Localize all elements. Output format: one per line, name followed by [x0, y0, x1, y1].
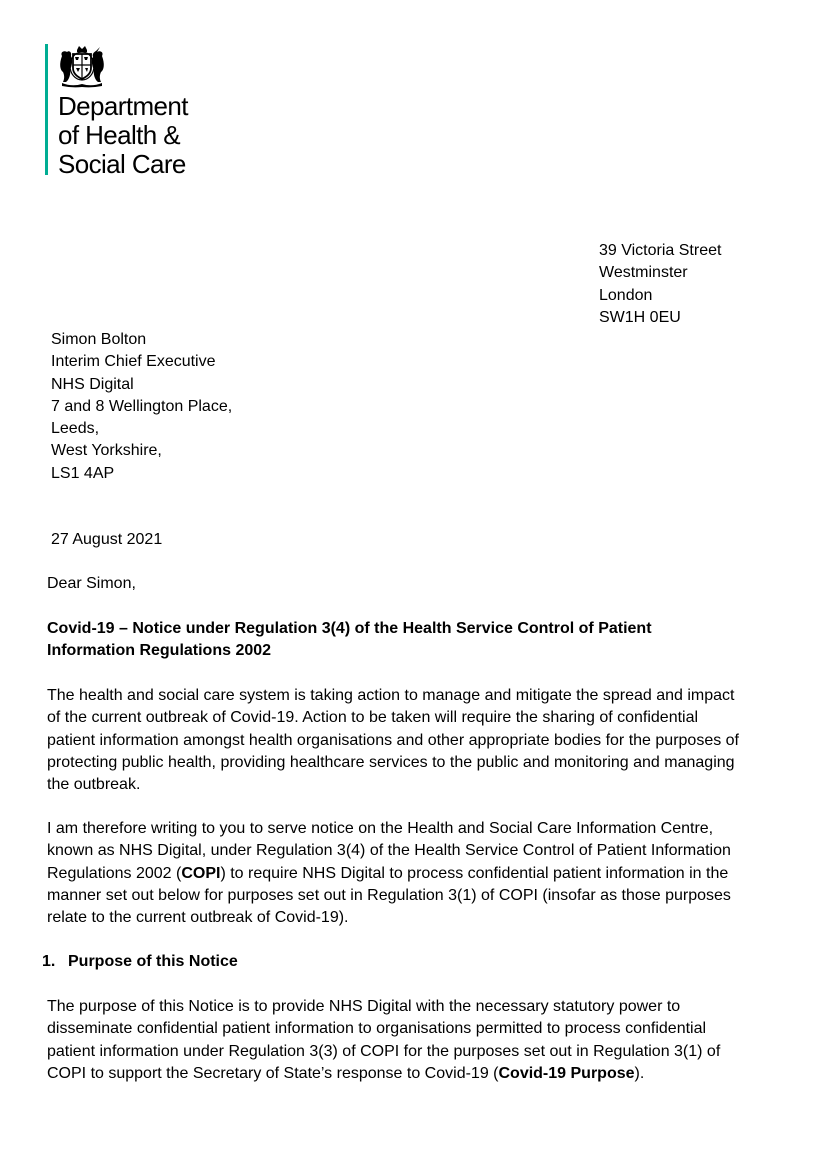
body-paragraph-3 [47, 996, 792, 1085]
paragraph-line: manner set out below for purposes set out in Regulation 3(1) of COPI (insofar as those purposes [47, 886, 731, 904]
paragraph-line: The purpose of this Notice is to provide NHS Digital with the necessary statutory power to [47, 998, 681, 1015]
sender-address-line: 39 Victoria Street [599, 242, 722, 259]
department-name-line-2: of Health & [58, 120, 181, 150]
department-name-line-1: Department [58, 91, 188, 121]
paragraph-line: The health and social care system is taking action to manage and mitigate the spread and impact [47, 687, 735, 704]
department-name-line-3: Social Care [58, 149, 186, 179]
royal-coat-of-arms-icon [56, 44, 108, 88]
defined-term-copi: COPI [181, 864, 221, 882]
sender-address-line: London [599, 286, 653, 304]
section-title: Purpose of this Notice [68, 953, 238, 970]
recipient-address-line: Leeds, [51, 420, 100, 438]
salutation: Dear Simon, [47, 575, 136, 592]
section-heading [42, 951, 238, 973]
paragraph-line: of the current outbreak of Covid-19. Action to be taken will require the sharing of confidential [47, 709, 699, 727]
paragraph-line: relate to the current outbreak of Covid-19). [47, 909, 349, 927]
body-paragraph-1 [47, 685, 792, 796]
paragraph-line: known as NHS Digital, under Regulation 3(4) of the Health Service Control of Patient Information [47, 842, 731, 860]
letter-subject-line: Information Regulations 2002 [47, 642, 272, 660]
sender-address [599, 240, 721, 329]
paragraph-line: protecting public health, providing healthcare services to the public and monitoring and managing [47, 753, 735, 771]
body-paragraph-2 [47, 818, 792, 929]
recipient-organisation: NHS Digital [51, 375, 134, 393]
paragraph-line [47, 863, 792, 885]
paragraph-line: patient information amongst health organisations and other appropriate bodies for the purposes of [47, 731, 739, 749]
paragraph-line: I am therefore writing to you to serve notice on the Health and Social Care Information Centre, [47, 820, 714, 837]
sender-address-line: SW1H 0EU [599, 308, 681, 326]
paragraph-text: ) to require NHS Digital to process confidential patient information in the [220, 864, 729, 882]
recipient-address-line: 7 and 8 Wellington Place, [51, 397, 233, 415]
paragraph-text: COPI to support the Secretary of State’s response to Covid-19 ( [47, 1064, 499, 1082]
paragraph-line [47, 1063, 792, 1085]
sender-address-line: Westminster [599, 264, 688, 282]
recipient-address [51, 329, 232, 485]
department-name [58, 92, 188, 179]
paragraph-line: patient information under Regulation 3(3) of COPI for the purposes set out in Regulation 3(1) of [47, 1042, 721, 1060]
recipient-name: Simon Bolton [51, 331, 147, 348]
recipient-address-line: West Yorkshire, [51, 442, 162, 460]
section-number: 1. [42, 953, 56, 970]
recipient-title: Interim Chief Executive [51, 353, 216, 371]
paragraph-line: disseminate confidential patient information to organisations permitted to process confidential [47, 1020, 707, 1038]
logo-accent-bar [45, 44, 48, 175]
letter-date: 27 August 2021 [51, 531, 163, 548]
defined-term-covid-purpose: Covid-19 Purpose [498, 1064, 635, 1082]
letter-subject [47, 618, 652, 663]
letter-subject-line: Covid-19 – Notice under Regulation 3(4) of the Health Service Control of Patient [47, 620, 652, 637]
paragraph-text: Regulations 2002 ( [47, 864, 182, 882]
paragraph-text: ). [634, 1064, 645, 1082]
paragraph-line: the outbreak. [47, 776, 141, 794]
recipient-postcode: LS1 4AP [51, 464, 115, 482]
